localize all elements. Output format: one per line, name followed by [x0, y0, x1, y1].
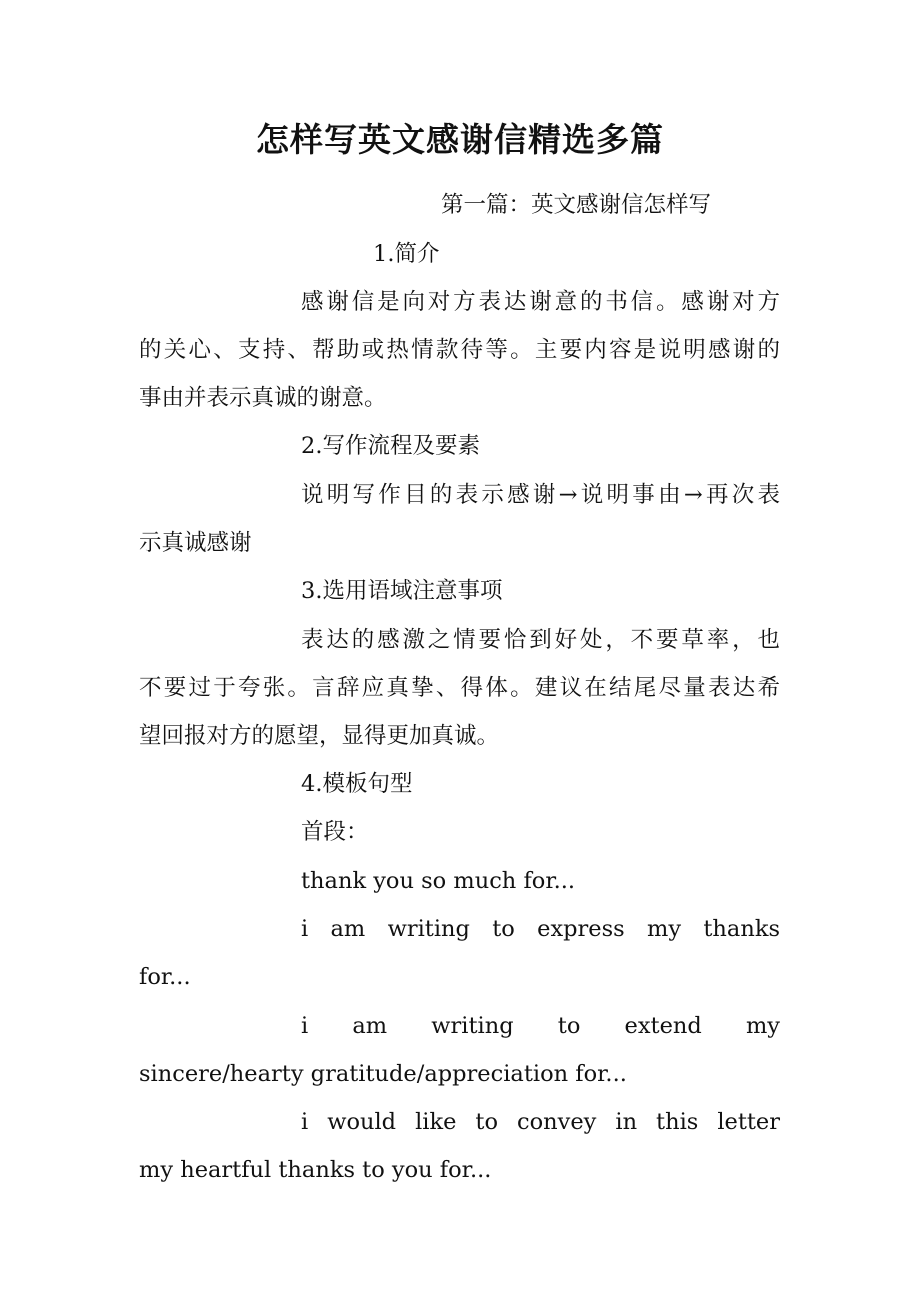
template-sentence: thank you so much for...	[301, 868, 576, 894]
article-heading: 第一篇：英文感谢信怎样写	[441, 192, 712, 218]
paragraph-line: 望回报对方的愿望，显得更加真诚。	[139, 723, 500, 749]
template-sentence: for...	[139, 964, 191, 990]
template-sentence: i would like to convey in this letter	[301, 1109, 780, 1135]
paragraph-line: 事由并表示真诚的谢意。	[139, 385, 387, 411]
paragraph-line: 表达的感激之情要恰到好处，不要草率，也	[301, 627, 780, 653]
document-title: 怎样写英文感谢信精选多篇	[256, 120, 664, 159]
section-heading-register: 3.选用语域注意事项	[301, 578, 503, 604]
paragraph-line: 的关心、支持、帮助或热情款待等。主要内容是说明感谢的	[139, 337, 780, 363]
template-sentence: i am writing to extend my	[301, 1013, 780, 1039]
template-sentence: i am writing to express my thanks	[301, 916, 780, 942]
template-sentence: my heartful thanks to you for...	[139, 1157, 492, 1183]
section-heading-intro: 1.简介	[373, 241, 440, 267]
template-sentence: sincere/hearty gratitude/appreciation for...	[139, 1061, 627, 1087]
template-label: 首段：	[301, 819, 369, 845]
paragraph-line: 说明写作目的表示感谢→说明事由→再次表	[301, 482, 780, 508]
section-heading-templates: 4.模板句型	[301, 771, 413, 797]
paragraph-line: 示真诚感谢	[139, 530, 252, 556]
paragraph-line: 不要过于夸张。言辞应真挚、得体。建议在结尾尽量表达希	[139, 675, 780, 701]
section-heading-process: 2.写作流程及要素	[301, 433, 480, 459]
paragraph-line: 感谢信是向对方表达谢意的书信。感谢对方	[301, 289, 780, 315]
